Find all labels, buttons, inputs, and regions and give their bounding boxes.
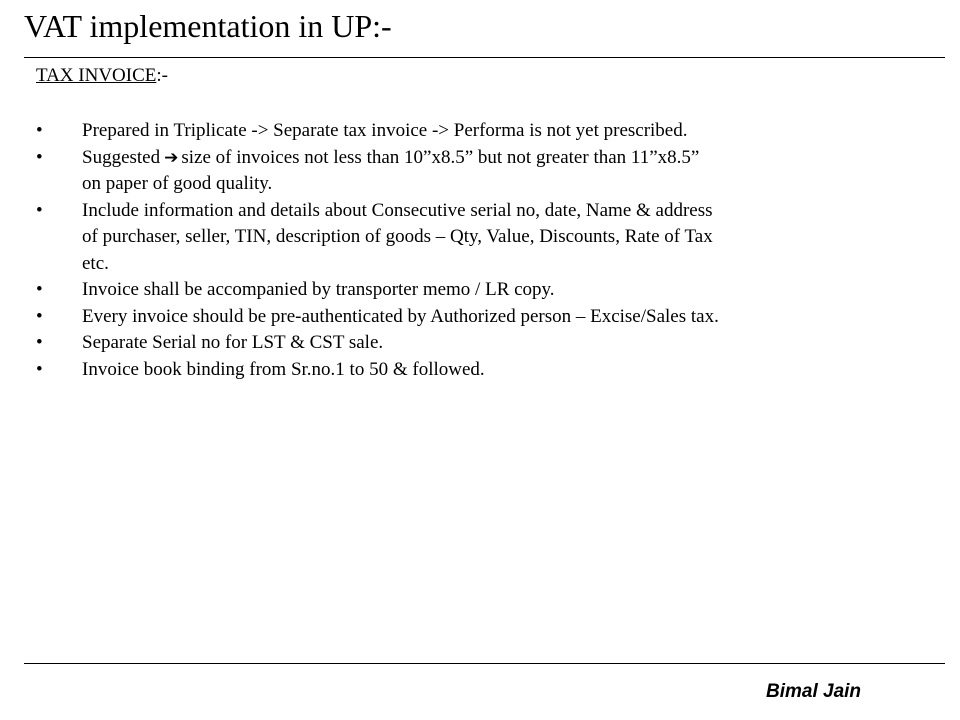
- list-item: [0, 277, 960, 304]
- bullet-list: [0, 118, 960, 383]
- section-heading-text: TAX INVOICE: [36, 65, 157, 86]
- list-item: [0, 118, 960, 145]
- bullet-text: [82, 304, 912, 331]
- bullet-line: Invoice book binding from Sr.no.1 to 50 & followed.: [82, 358, 485, 380]
- bullet-line: Prepared in Triplicate -> Separate tax invoice -> Performa is not yet prescribed.: [82, 120, 688, 141]
- section-heading-suffix: :-: [156, 65, 168, 86]
- top-divider: [24, 57, 945, 58]
- list-item: [0, 145, 960, 198]
- bullet-text: [82, 118, 912, 145]
- list-item: [0, 198, 960, 278]
- bullet-line: Include information and details about Consecutive serial no, date, Name & address: [82, 199, 713, 221]
- bullet-text: [82, 145, 912, 198]
- bottom-divider: [24, 663, 945, 664]
- bullet-text: [82, 357, 912, 384]
- bullet-dot: •: [36, 358, 43, 380]
- bullet-line: Every invoice should be pre-authenticated by Authorized person – Excise/Sales tax.: [82, 305, 719, 327]
- section-heading: [36, 63, 168, 89]
- bullet-line: etc.: [82, 252, 109, 274]
- list-item: [0, 330, 960, 357]
- arrow-right-icon: ➔: [164, 147, 179, 168]
- bullet-line: Invoice shall be accompanied by transporter memo / LR copy.: [82, 279, 555, 300]
- bullet-segment: size of invoices not less than 10”x8.5” but not greater than 11”x8.5”: [181, 146, 700, 168]
- bullet-text: [82, 330, 912, 357]
- bullet-dot: •: [36, 199, 43, 221]
- bullet-dot: •: [36, 305, 43, 327]
- bullet-line: of purchaser, seller, TIN, description of goods – Qty, Value, Discounts, Rate of Tax: [82, 226, 713, 247]
- bullet-dot: •: [36, 332, 43, 353]
- bullet-dot: •: [36, 279, 43, 300]
- bullet-text: [82, 277, 912, 304]
- bullet-line: [82, 145, 912, 172]
- footer-author: Bimal Jain: [766, 681, 862, 702]
- bullet-dot: •: [36, 146, 43, 168]
- bullet-line: Separate Serial no for LST & CST sale.: [82, 332, 384, 353]
- list-item: [0, 304, 960, 331]
- list-item: [0, 357, 960, 384]
- bullet-line: on paper of good quality.: [82, 173, 273, 194]
- bullet-dot: •: [36, 120, 43, 141]
- slide-title: VAT implementation in UP:-: [24, 8, 392, 44]
- bullet-segment: Suggested: [82, 146, 161, 168]
- bullet-text: [82, 198, 912, 278]
